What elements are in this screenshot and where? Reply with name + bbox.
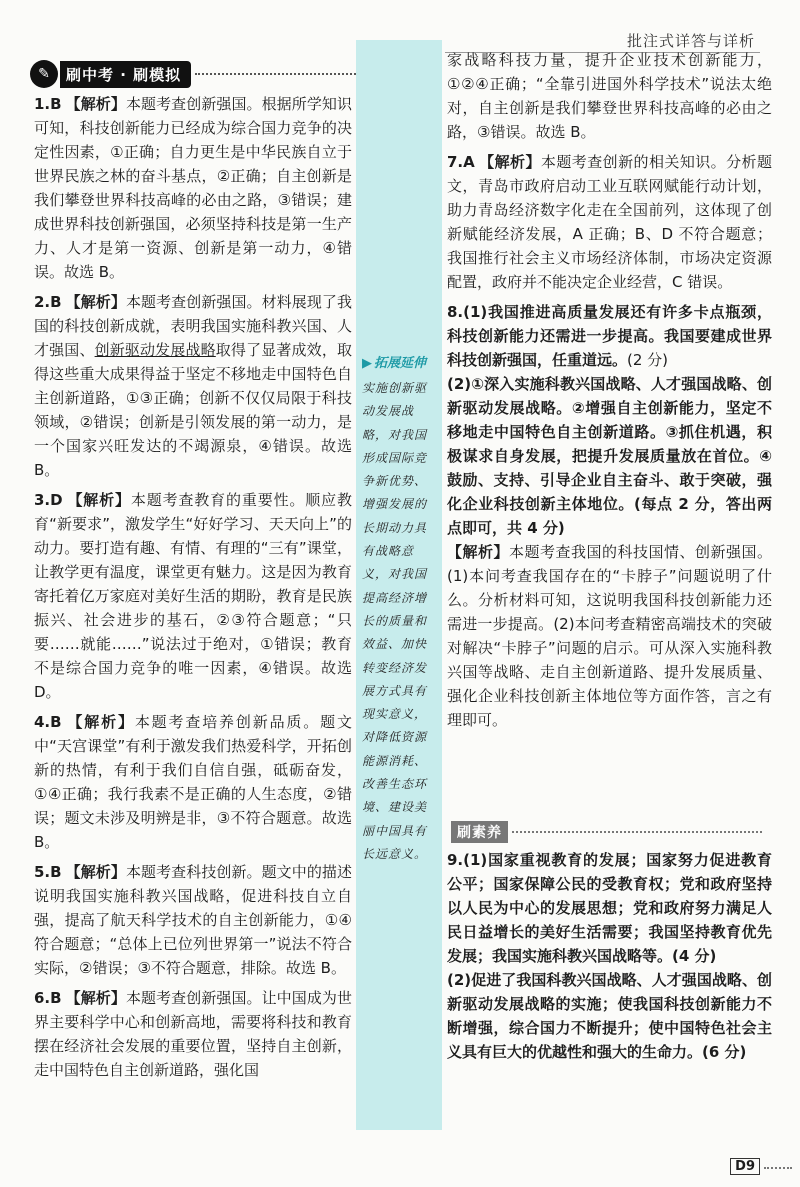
question-number: 8. (447, 303, 464, 321)
question-number: 5. (34, 863, 51, 881)
right-column (447, 48, 772, 732)
answer-part-1: (1)国家重视教育的发展；国家努力促进教育公平；国家保障公民的受教育权；党和政府坚持以人民为中心的发展思想；党和政府努力满足人民日益增长的美好生活需要；我国坚持教育优先发展；我国实施科教兴国战略等。 (447, 851, 772, 965)
answer-letter: A (463, 153, 475, 171)
subsection-tag (451, 820, 762, 844)
answer-letter: B (50, 863, 62, 881)
section-tag (30, 60, 380, 88)
answer-part-1-score: (4 分) (672, 947, 717, 965)
question-9 (447, 848, 772, 1064)
answer-letter: B (50, 293, 62, 311)
pen-icon: ✎ (30, 60, 58, 88)
explanation: 本题考查我国的科技国情、创新强国。(1)本问考查我国存在的“卡脖子”问题说明了什么。分析材料可知，这说明我国科技创新能力还需进一步提高。(2)本问考查精密高端技术的突破对解决“卡脖子”问题的启示。可从深入实施科教兴国等战略、走自主创新道路、提升发展质量、强化企业科技创新主体地位等方面作答，言之有理即可。 (447, 543, 772, 729)
question-number: 2. (34, 293, 51, 311)
question-8 (447, 300, 772, 732)
question-7 (447, 150, 772, 294)
question-number: 3. (34, 491, 51, 509)
explanation: 本题考查创新强国。根据所学知识可知，科技创新能力已经成为综合国力竞争的决定性因素，①正确；自力更生是中华民族自立于世界民族之林的奋斗基点，②正确；自主创新是我们攀登世界科技高峰的必由之路，③错误；建成世界科技创新强国，必须坚持科技是第一生产力、人才是第一资源、创新是第一动力，④错误。故选 B。 (34, 95, 352, 281)
question-number: 6. (34, 989, 51, 1007)
answer-letter: B (50, 95, 62, 113)
analysis-tag: 【解析】 (65, 293, 126, 311)
analysis-tag: 【解析】 (65, 989, 126, 1007)
analysis-tag: 【解析】 (65, 95, 126, 113)
explanation: 本题考查创新强国。让中国成为世界主要科学中心和创新高地，需要将科技和教育摆在经济社会发展的重要位置，坚持自主创新，走中国特色自主创新道路，强化国 (34, 989, 352, 1079)
subsection-label: 刷素养 (451, 821, 508, 843)
question-number: 4. (34, 713, 51, 731)
question-number: 7. (447, 153, 464, 171)
analysis-tag: 【解析】 (65, 713, 135, 731)
question-4 (34, 710, 352, 854)
explanation: 本题考查培养创新品质。题文中“天宫课堂”有利于激发我们热爱科学，开拓创新的热情，有利于我们自信自强，砥砺奋发，①④正确；我行我素不是正确的人生态度，②错误；题文未涉及明辨是非，③不符合题意。故选 B。 (34, 713, 352, 851)
analysis-block (447, 540, 772, 732)
question-2 (34, 290, 352, 482)
explanation: 本题考查科技创新。题文中的描述说明我国实施科教兴国战略，促进科技自立自强，提高了航天科学技术的自主创新能力，①④符合题意；“总体上已位列世界第一”说法不符合实际，②错误；③不符合题意，排除。故选 B。 (34, 863, 352, 977)
question-1 (34, 92, 352, 284)
question-6 (34, 986, 352, 1082)
answer-letter: B (50, 713, 62, 731)
page-number: D9 (730, 1158, 760, 1175)
analysis-tag: 【解析】 (65, 863, 126, 881)
explanation-cont: 取得了显著成效，取得这些重大成果得益于坚定不移地走中国特色自主创新道路，①③正确；创新不仅仅局限于科技领域，②错误；创新是引领发展的第一动力，是一个国家兴旺发达的不竭源泉，④错误。故选 B。 (34, 341, 352, 479)
section-dots-divider (195, 73, 380, 75)
question-5 (34, 860, 352, 980)
analysis-tag: 【解析】 (447, 543, 509, 561)
subsection-dots-divider (512, 831, 762, 833)
explanation: 本题考查创新强国。材料展现了我国的科技创新成就，表明我国实施科教兴国、人才强国、 (34, 293, 352, 359)
question-number: 9. (447, 851, 464, 869)
underlined-phrase: 创新驱动发展战略 (94, 341, 216, 359)
explanation: 本题考查创新的相关知识。分析题文，青岛市政府启动工业互联网赋能行动计划，助力青岛经济数字化走在全国前列，这体现了创新赋能经济发展，A 正确；B、D 不符合题意；我国推行社会主义市场经济体制，市场决定资源配置，政府并不能决定企业经营，C 错误。 (447, 153, 772, 291)
left-column (34, 92, 352, 1082)
section-label: 刷中考 · 刷模拟 (60, 61, 191, 88)
explanation: 本题考查教育的重要性。顺应教育“新要求”，激发学生“好好学习、天天向上”的动力。要打造有趣、有情、有理的“三有”课堂，让教学更有温度，课堂更有魅力。这是因为教育寄托着亿万家庭对美好生活的期盼，教育是民族振兴、社会进步的基石，②③符合题意；“只要……就能……”说法过于绝对，①错误；教育不是综合国力竞争的唯一因素，④错误。故选 D。 (34, 491, 352, 701)
answer-letter: B (50, 989, 62, 1007)
side-label-text: 拓展延伸 (374, 356, 427, 371)
analysis-tag: 【解析】 (478, 153, 541, 171)
answer-part-2: (2)①深入实施科教兴国战略、人才强国战略、创新驱动发展战略。②增强自主创新能力，坚定不移地走中国特色自主创新道路。③抓住机遇，积极谋求自身发展，把提升发展质量放在首位。④鼓励、支持、引导企业自主奋斗、敢于突破，强化企业科技创新主体地位。(每点 2 分，答出两点即可，共 4 分) (447, 375, 772, 537)
page-dots-divider (764, 1167, 792, 1169)
question-6-continued: 家战略科技力量，提升企业技术创新能力，①②④正确；“全靠引进国外科学技术”说法太绝对，自主创新是我们攀登世界科技高峰的必由之路，③错误。故选 B。 (447, 51, 772, 141)
page-header-title: 批注式详答与详析 (626, 32, 755, 50)
question-3 (34, 488, 352, 704)
answer-part-1: (1)我国推进高质量发展还有许多卡点瓶颈，科技创新能力还需进一步提高。我国要建成世界科技创新强国，任重道远。 (447, 303, 772, 369)
side-text: 实施创新驱动发展战略，对我国形成国际竞争新优势、增强发展的长期动力具有战略意义，对我国提高经济增长的质量和效益、加快转变经济发展方式具有现实意义，对降低资源能源消耗、改善生态环境、建设美丽中国具有长远意义。 (362, 381, 428, 861)
question-number: 1. (34, 95, 51, 113)
arrow-icon: ▶ (362, 356, 372, 371)
answer-part-2: (2)促进了我国科教兴国战略、人才强国战略、创新驱动发展战略的实施；使我国科技创新能力不断增强，综合国力不断提升；使中国特色社会主义具有巨大的优越性和强大的生命力。(6 分) (447, 971, 772, 1061)
answer-letter: D (50, 491, 63, 509)
side-label (362, 352, 426, 371)
answer-part-2-score: (6 分) (702, 1043, 747, 1061)
analysis-tag: 【解析】 (66, 491, 131, 509)
answer-part-1-score: (2 分) (627, 351, 669, 369)
